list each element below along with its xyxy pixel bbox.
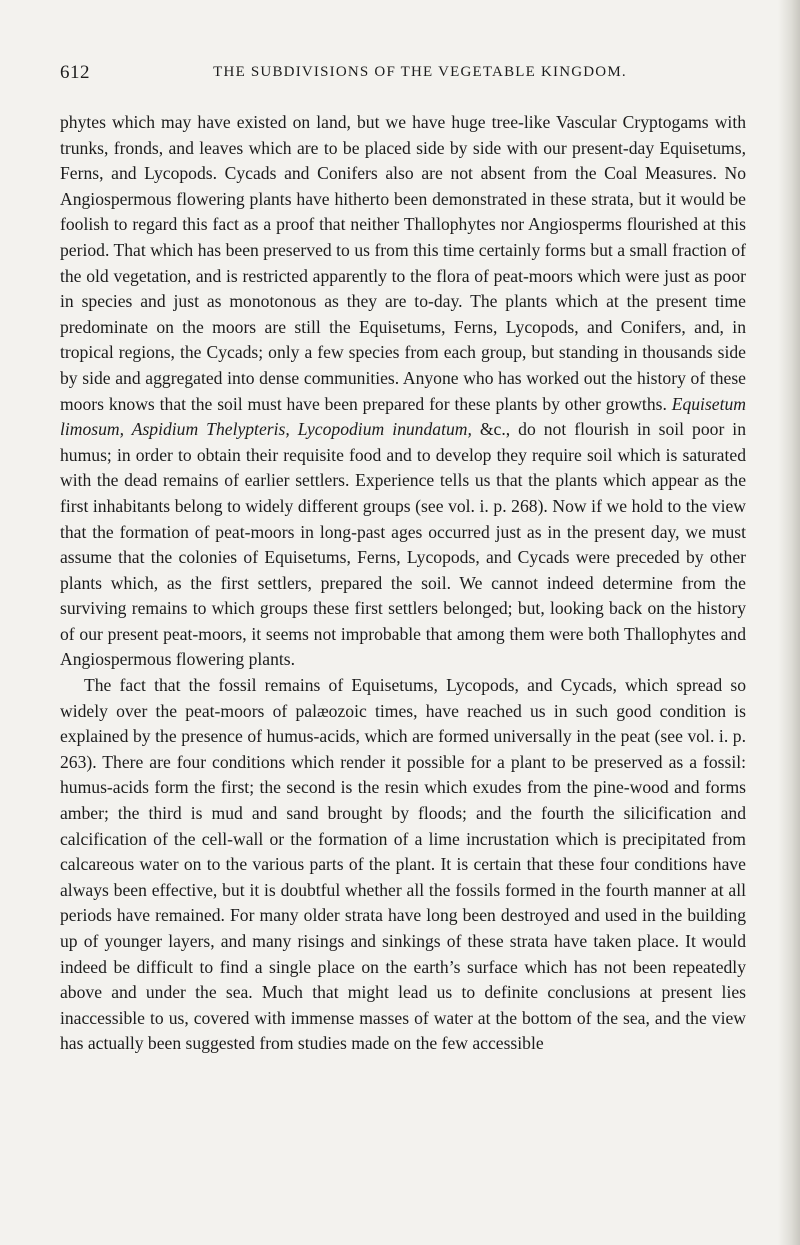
paragraph-1-text-a: phytes which may have existed on land, but we have huge tree-like Vascular Cryptogams with trunks, fronds, and leaves which are to be placed side by side with our present-day Equisetums, Ferns, and Lycopods. Cycads and Conifers also are not absent from the Coal Measures. No Angiospermous flowering plants have hitherto been demonstrated in these strata, but it would be foolish to regard this fact as a proof that neither Thallophytes nor Angiosperms flourished at this period. That which has been preserved to us from this time certainly forms but a small fraction of the old vegetation, and is restricted apparently to the flora of peat-moors which were just as poor in species and just as monotonous as they are to-day. The plants which at the present time predominate on the moors are still the Equisetums, Ferns, Lycopods, and Conifers, and, in tropical regions, the Cycads; only a few species from each group, but standing in thousands side by side and aggregated into dense communities. Anyone who has worked out the history of these moors knows that the soil must have been prepared for these plants by other growths. bbox=[60, 112, 746, 414]
running-head: THE SUBDIVISIONS OF THE VEGETABLE KINGDOM. bbox=[213, 64, 627, 80]
page-edge-shadow bbox=[778, 0, 800, 1245]
page-header bbox=[60, 62, 750, 86]
page-number: 612 bbox=[60, 62, 90, 83]
paragraph-1-species-names: Equisetum limosum, Aspidium Thelypteris, Lycopodium inundatum, bbox=[60, 393, 746, 440]
body-text bbox=[60, 110, 746, 1057]
paragraph-2 bbox=[60, 673, 746, 1057]
paragraph-1-text-b: &c., do not flourish in soil poor in humus; in order to obtain their requisite food and to develop they require soil which is saturated with the dead remains of earlier settlers. Experience tells us that the plants which appear as the first inhabitants belong to widely different groups (see vol. i. p. 268). Now if we hold to the view that the formation of peat-moors in long-past ages occurred just as in the present day, we must assume that the colonies of Equisetums, Ferns, Lycopods, and Cycads were preceded by other plants which, as the first settlers, prepared the soil. We cannot indeed determine from the surviving remains to which groups these first settlers belonged; but, looking back on the history of our present peat-moors, it seems not improbable that among them were both Thallophytes and Angiospermous flowering plants. bbox=[60, 419, 746, 670]
paragraph-1 bbox=[60, 110, 746, 673]
paragraph-2-text: The fact that the fossil remains of Equisetums, Lycopods, and Cycads, which spread so widely over the peat-moors of palæozoic times, have reached us in such good condition is explained by the presence of humus-acids, which are formed universally in the peat (see vol. i. p. 263). There are four conditions which render it possible for a plant to be preserved as a fossil: humus-acids form the first; the second is the resin which exudes from the pine-wood and forms amber; the third is mud and sand brought by floods; and the fourth the silicification and calcification of the cell-wall or the formation of a lime incrustation which is precipitated from calcareous water on to the various parts of the plant. It is certain that these four conditions have always been effective, but it is doubtful whether all the fossils formed in the fourth manner at all periods have remained. For many older strata have long been destroyed and used in the building up of younger layers, and many risings and sinkings of these strata have taken place. It would indeed be difficult to find a single place on the earth’s surface which has not been repeatedly above and under the sea. Much that might lead us to definite conclusions at present lies inaccessible to us, covered with immense masses of water at the bottom of the sea, and the view has actually been suggested from studies made on the few accessible bbox=[60, 675, 746, 1054]
